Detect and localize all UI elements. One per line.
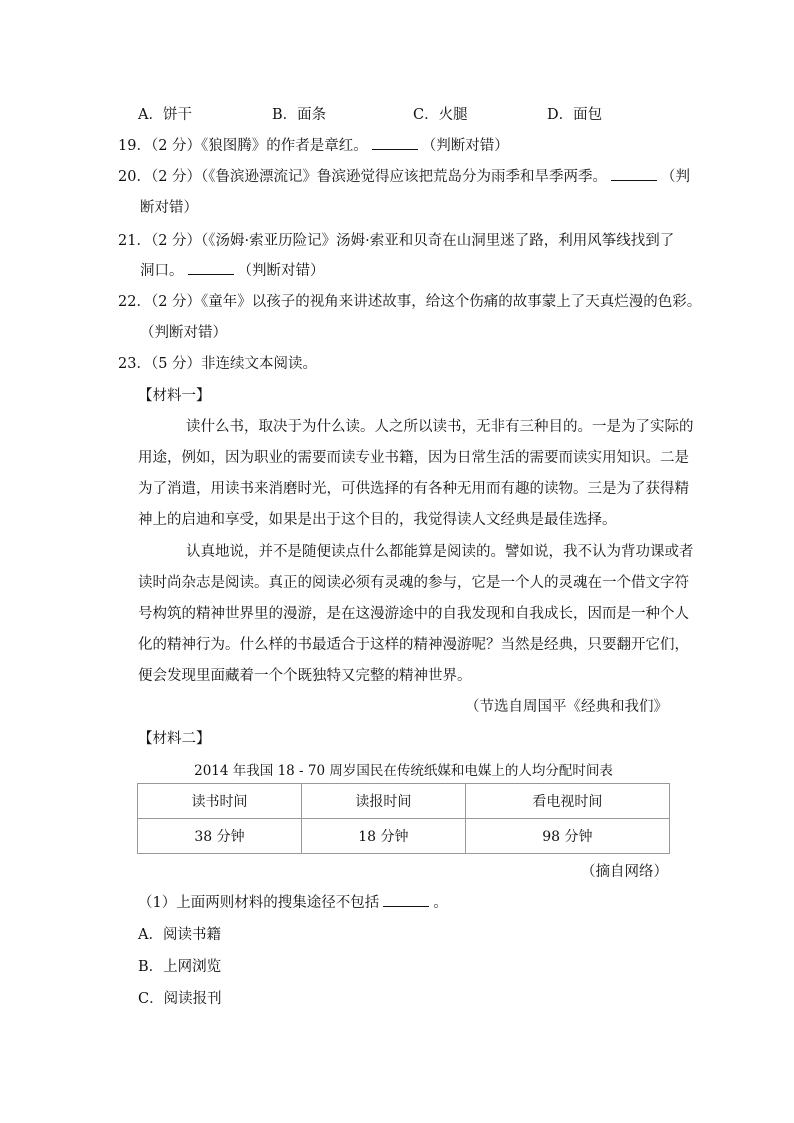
material-2-title: 【材料二】 (138, 731, 211, 747)
answer-blank[interactable] (372, 137, 418, 150)
source-2: （摘自网络） (581, 864, 668, 880)
para1-line2: 用途，例如，因为职业的需要而读专业书籍，因为日常生活的需要而读实用知识。二是 (138, 450, 689, 466)
para2-line2: 读时尚杂志是阅读。真正的阅读必须有灵魂的参与，它是一个人的灵魂在一个借文字符 (138, 575, 689, 591)
source-1: （节选自周国平《经典和我们》 (465, 699, 668, 715)
question-22: 22．（2 分）《童年》以孩子的视角来讲述故事，给这个伤痛的故事蒙上了天真烂漫的色彩。 (118, 294, 702, 310)
sub1-option-c: C．阅读报刊 (138, 991, 222, 1007)
table-row (138, 819, 670, 854)
sub-question-1-text: （1）上面两则材料的搜集途径不包括 (138, 895, 380, 911)
option-b: B．面条 (272, 107, 327, 123)
table-header-cell: 看电视时间 (465, 784, 669, 819)
question-21: 21．（2 分）（《汤姆·索亚历险记》汤姆·索亚和贝奇在山洞里迷了路，利用风筝线找到了 (118, 233, 675, 249)
question-20-line2: 断对错） (140, 200, 198, 216)
question-19-suffix: （判断对错） (421, 138, 509, 154)
table-header-cell: 读报时间 (301, 784, 465, 819)
answer-blank[interactable] (383, 894, 429, 907)
answer-blank[interactable] (611, 168, 657, 181)
option-c: C．火腿 (413, 107, 468, 123)
para1-line1: 读什么书，取决于为什么读。人之所以读书，无非有三种目的。一是为了实际的 (186, 419, 694, 435)
table-cell: 18 分钟 (301, 819, 465, 854)
table-cell: 38 分钟 (138, 819, 302, 854)
question-19-text: 19．（2 分）《狼图腾》的作者是章红。 (118, 138, 368, 154)
answer-blank[interactable] (188, 262, 234, 275)
sub-question-1 (138, 891, 448, 912)
table-header-cell: 读书时间 (138, 784, 302, 819)
para2-line3: 号构筑的精神世界里的漫游，是在这漫游途中的自我发现和自我成长，因而是一种个人 (138, 606, 689, 622)
question-20 (118, 165, 690, 186)
question-22-line2: （判断对错） (140, 325, 227, 341)
table-header-row (138, 784, 670, 819)
question-21-line2 (140, 259, 325, 280)
para2-line5: 便会发现里面藏着一个个既独特又完整的精神世界。 (138, 668, 472, 684)
question-21-suffix: （判断对错） (237, 263, 325, 279)
question-19 (118, 134, 509, 155)
table-caption: 2014 年我国 18 - 70 周岁国民在传统纸媒和电媒上的人均分配时间表 (194, 763, 613, 779)
question-21-text2: 洞口。 (140, 263, 184, 279)
reading-time-table (137, 783, 670, 854)
para1-line3: 为了消遣，用读书来消磨时光，可供选择的有各种无用而有趣的读物。三是为了获得精 (138, 481, 689, 497)
question-20-text: 20．（2 分）（《鲁滨逊漂流记》鲁滨逊觉得应该把荒岛分为雨季和旱季两季。 (118, 169, 608, 185)
sub-question-1-end: 。 (433, 895, 448, 911)
material-1-title: 【材料一】 (138, 388, 211, 404)
sub1-option-a: A．阅读书籍 (138, 927, 221, 943)
para2-line1: 认真地说，并不是随便读点什么都能算是阅读的。譬如说，我不认为背功课或者 (186, 544, 694, 560)
question-23-heading: 23．（5 分）非连续文本阅读。 (118, 356, 318, 372)
table-cell: 98 分钟 (465, 819, 669, 854)
para2-line4: 化的精神行为。什么样的书最适合于这样的精神漫游呢？当然是经典，只要翻开它们， (138, 637, 689, 653)
option-a: A．饼干 (138, 107, 192, 123)
para1-line4: 神上的启迪和享受，如果是出于这个目的，我觉得读人文经典是最佳选择。 (138, 512, 617, 528)
option-d: D．面包 (547, 107, 603, 123)
sub1-option-b: B．上网浏览 (138, 959, 222, 975)
question-20-suffix: （判 (661, 169, 691, 185)
